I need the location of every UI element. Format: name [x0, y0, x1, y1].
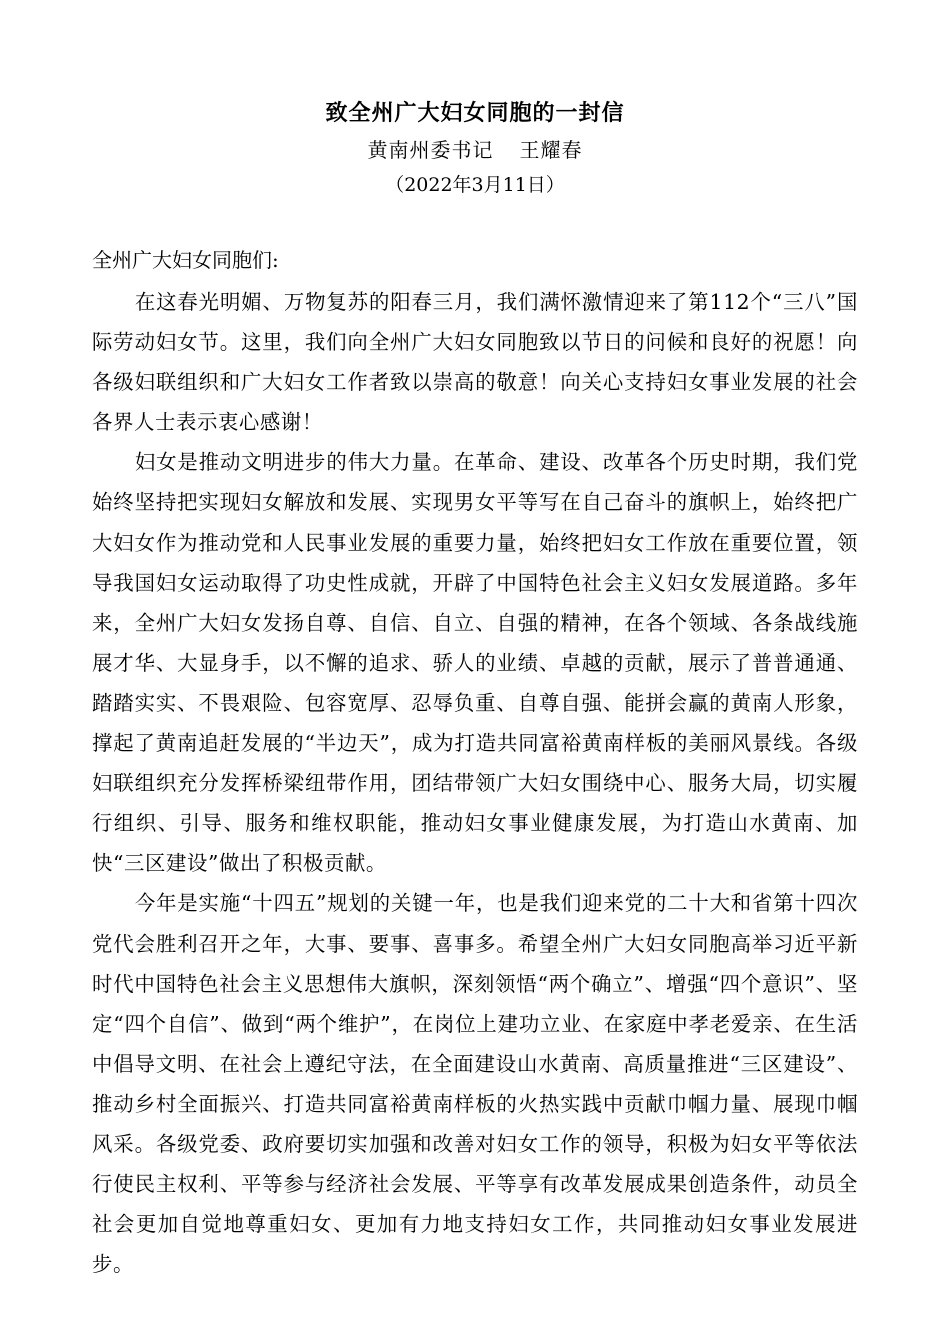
paragraph-3: 今年是实施“十四五”规划的关键一年，也是我们迎来党的二十大和省第十四次党代会胜利召开之年，大事、要事、喜事多。希望全州广大妇女同胞高举习近平新时代中国特色社会主义思想伟大旗帜，深刻领悟“两个确立”、增强“四个意识”、坚定“四个自信”、做到“两个维护”，在岗位上建功立业、在家庭中孝老爱亲、在生活中倡导文明、在社会上遵纪守法，在全面建设山水黄南、高质量推进“三区建设”、推动乡村全面振兴、打造共同富裕黄南样板的火热实践中贡献巾帼力量、展现巾帼风采。各级党委、政府要切实加强和改善对妇女工作的领导，积极为妇女平等依法行使民主权利、平等参与经济社会发展、平等享有改革发展成果创造条件，动员全社会更加自觉地尊重妇女、更加有力地支持妇女工作，共同推动妇女事业发展进步。: [92, 891, 858, 1277]
author-role: 黄南州委书记: [367, 138, 494, 162]
letter-title: 致全州广大妇女同胞的一封信: [325, 100, 625, 126]
author-name: 王耀春: [519, 138, 583, 162]
paragraph-1: 在这春光明媚、万物复苏的阳春三月，我们满怀激情迎来了第112个“三八”国际劳动妇女节。这里，我们向全州广大妇女同胞致以节日的问候和良好的祝愿！向各级妇联组织和广大妇女工作者致以崇高的敬意！向关心支持妇女事业发展的社会各界人士表示衷心感谢！: [92, 290, 858, 435]
letter-salutation: 全州广大妇女同胞们:: [92, 248, 279, 272]
letter-author: [0, 134, 950, 166]
letter-date: （2022年3月11日）: [385, 174, 565, 196]
paragraph-2: 妇女是推动文明进步的伟大力量。在革命、建设、改革各个历史时期，我们党始终坚持把实现妇女解放和发展、实现男女平等写在自己奋斗的旗帜上，始终把广大妇女作为推动党和人民事业发展的重要力量，始终把妇女工作放在重要位置，领导我国妇女运动取得了功史性成就，开辟了中国特色社会主义妇女发展道路。多年来，全州广大妇女发扬自尊、自信、自立、自强的精神，在各个领域、各条战线施展才华、大显身手，以不懈的追求、骄人的业绩、卓越的贡献，展示了普普通通、踏踏实实、不畏艰险、包容宽厚、忍辱负重、自尊自强、能拼会赢的黄南人形象，撑起了黄南追赶发展的“半边天”，成为打造共同富裕黄南样板的美丽风景线。各级妇联组织充分发挥桥梁纽带作用，团结带领广大妇女围绕中心、服务大局，切实履行组织、引导、服务和维权职能，推动妇女事业健康发展，为打造山水黄南、加快“三区建设”做出了积极贡献。: [92, 450, 858, 876]
letter-body: [92, 282, 858, 1284]
